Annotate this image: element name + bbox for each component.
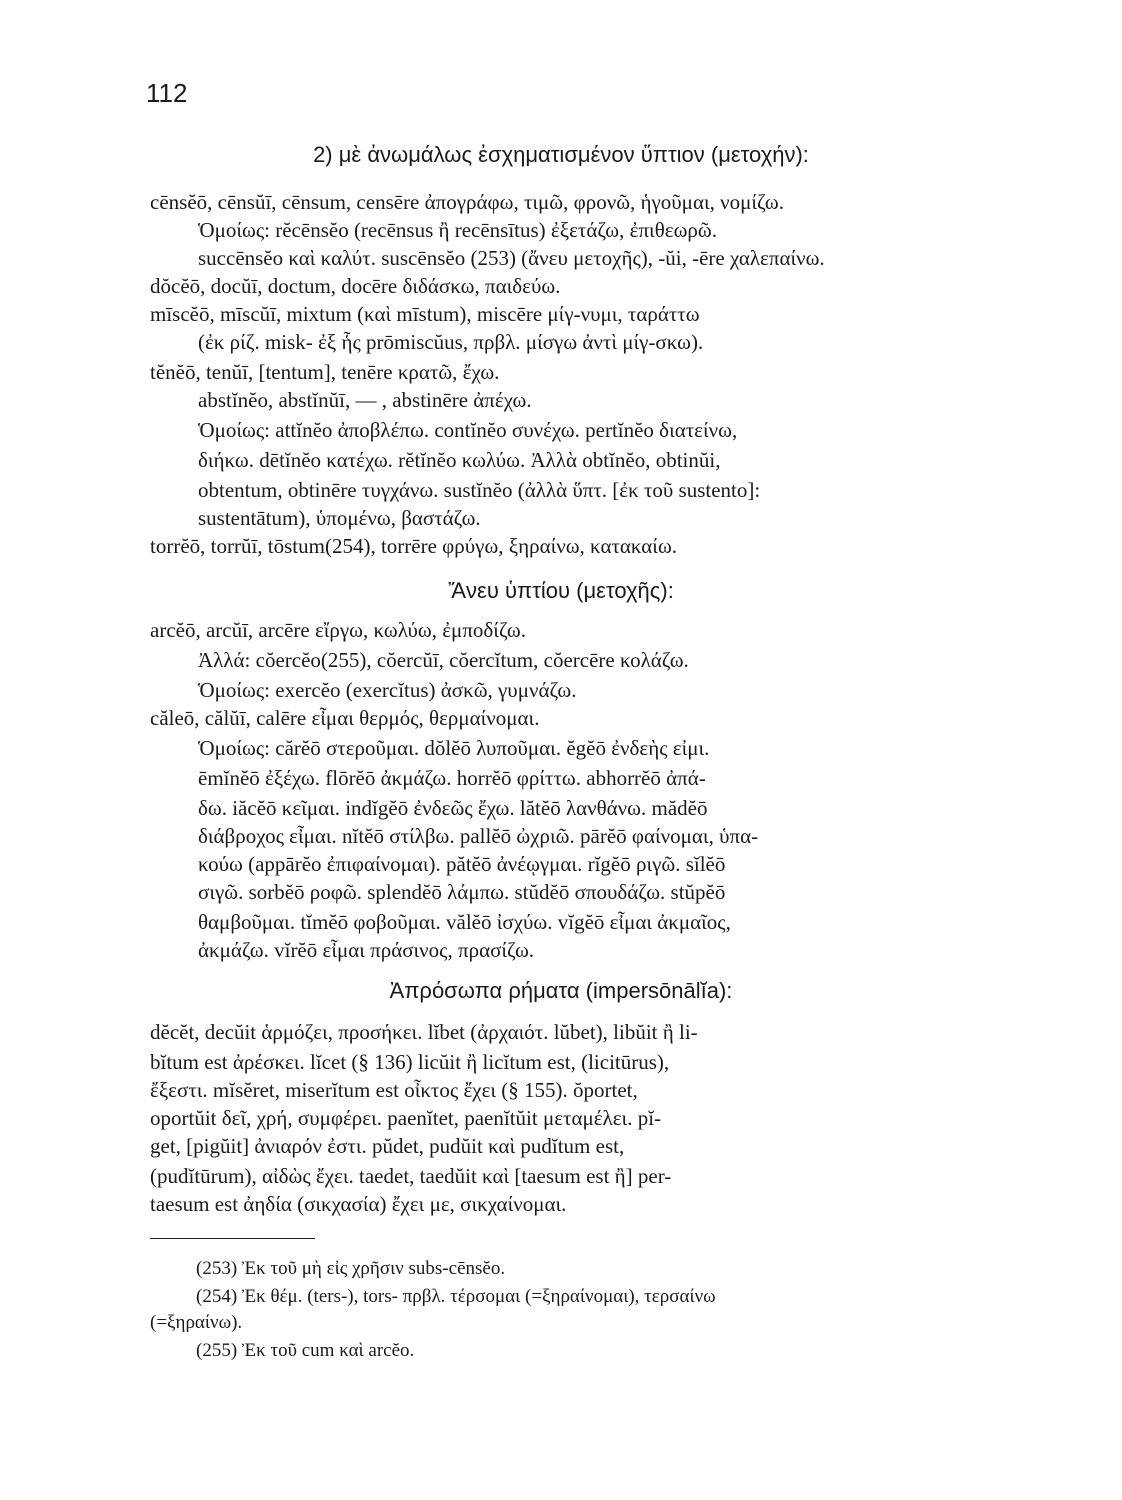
entry-line: dŏcĕō, docŭī, doctum, docēre διδάσκω, παιδεύω. [150,274,561,298]
footnote-253: (253) Ἐκ τοῦ μὴ εἰς χρῆσιν subs-cēnsĕo. [196,1258,506,1279]
entry-line: διάβροχος εἶμαι. nĭtĕō στίλβω. pallĕō ὠχριῶ. pārĕō φαίνομαι, ὑπα- [198,824,759,848]
section-heading-impersonal: Ἀπρόσωπα ρήματα (impersōnālĭa): [389,978,733,1003]
footnote-254: (254) Ἐκ θέμ. (ters-), tors- πρβλ. τέρσομαι (=ξηραίνομαι), τερσαίνω [196,1286,716,1307]
entry-line: bĭtum est ἀρέσκει. lĭcet (§ 136) licŭit ἢ licĭtum est, (licitūrus), [150,1050,670,1074]
entry-line: torrĕō, torrŭī, tōstum(254), torrēre φρύγω, ξηραίνω, κατακαίω. [150,534,678,558]
entry-line: mīscĕō, mīscŭī, mixtum (καὶ mīstum), miscēre μίγ-νυμι, ταράττω [150,302,700,326]
entry-line: dĕcĕt, decŭit ἁρμόζει, προσήκει. lĭbet (ἀρχαιότ. lŭbet), libŭit ἢ li- [150,1020,698,1044]
entry-line: θαμβοῦμαι. tĭmĕō φοβοῦμαι. vălĕō ἰσχύω. vĭgĕō εἶμαι ἀκμαῖος, [198,910,731,934]
entry-line: Ὁμοίως: cărĕō στεροῦμαι. dŏlĕō λυποῦμαι. ĕgĕō ἐνδεὴς εἰμι. [198,736,710,760]
entry-line: ēmĭnĕō ἐξέχω. flōrĕō ἀκμάζω. horrĕō φρίττω. abhorrĕō ἀπά- [198,766,706,790]
entry-line: (pudĭtūrum), αἰδὼς ἔχει. taedet, taedŭit καὶ [taesum est ἢ] per- [150,1164,672,1188]
entry-line: Ἀλλά: cŏercĕo(255), cŏercŭī, cŏercĭtum, cŏercēre κολάζω. [198,648,689,672]
entry-line: arcĕō, arcŭī, arcēre εἴργω, κωλύω, ἐμποδίζω. [150,618,526,642]
entry-line: διήκω. dētĭnĕo κατέχω. rĕtĭnĕo κωλύω. Ἀλλὰ obtĭnĕo, obtinŭi, [198,448,721,472]
page-number: 112 [146,78,188,108]
footnote-rule [150,1238,315,1239]
section-heading-supine: 2) μὲ ἀνωμάλως ἐσχηματισμένον ὕπτιον (μετοχήν): [313,142,809,167]
entry-line: succēnsĕo καὶ καλύτ. suscēnsĕo (253) (ἄνευ μετοχῆς), -ŭi, -ēre χαλεπαίνω. [198,246,825,270]
entry-line: ἔξεστι. mĭsĕret, miserĭtum est οἶκτος ἔχει (§ 155). ŏportet, [150,1078,638,1102]
entry-line: tĕnĕō, tenŭī, [tentum], tenēre κρατῶ, ἔχω. [150,360,500,384]
entry-line: Ὁμοίως: rĕcēnsĕo (recēnsus ἢ recēnsītus) ἐξετάζω, ἐπιθεωρῶ. [198,218,717,242]
entry-line: κούω (appārĕo ἐπιφαίνομαι). pătĕō ἀνέῳγμαι. rĭgĕō ριγῶ. sĭlĕō [198,852,726,876]
entry-line: abstĭnĕo, abstĭnŭī, — , abstinēre ἀπέχω. [198,388,532,412]
entry-line: cēnsĕō, cēnsŭī, cēnsum, censēre ἀπογράφω, τιμῶ, φρονῶ, ἡγοῦμαι, νομίζω. [150,190,785,214]
entry-line: sustentātum), ὑπομένω, βαστάζω. [198,506,481,530]
entry-line: Ὁμοίως: attĭnĕo ἀποβλέπω. contĭnĕo συνέχω. pertĭnĕo διατείνω, [198,418,738,442]
entry-line: oportŭit δεῖ, χρή, συμφέρει. paenĭtet, paenĭtŭit μεταμέλει. pĭ- [150,1106,662,1130]
entry-line: get, [pigŭit] ἀνιαρόν ἐστι. pŭdet, pudŭit καὶ pudĭtum est, [150,1134,625,1158]
entry-line: ἀκμάζω. vĭrĕō εἶμαι πράσινος, πρασίζω. [198,938,535,962]
entry-line: Ὁμοίως: exercĕo (exercĭtus) ἀσκῶ, γυμνάζω. [198,678,577,702]
entry-line: σιγῶ. sorbĕō ροφῶ. splendĕō λάμπω. stŭdĕō σπουδάζω. stŭpĕō [198,880,726,904]
entry-line: obtentum, obtinēre τυγχάνω. sustĭnĕo (ἀλλὰ ὕπτ. [ἐκ τοῦ sustento]: [198,478,761,502]
entry-line: căleō, călŭī, calēre εἶμαι θερμός, θερμαίνομαι. [150,706,540,730]
section-heading-no-supine: Ἄνευ ὑπτίου (μετοχῆς): [448,578,674,603]
entry-line: taesum est ἀηδία (σικχασία) ἔχει με, σικχαίνομαι. [150,1192,567,1216]
entry-line: δω. iăcĕō κεῖμαι. indĭgĕō ἐνδεῶς ἔχω. lătĕō λανθάνω. mădĕō [198,796,708,820]
footnote-254-continued: (=ξηραίνω). [150,1312,243,1333]
entry-line: (ἐκ ρίζ. misk- ἐξ ἧς prōmiscŭus, πρβλ. μίσγω ἀντὶ μίγ-σκω). [198,330,704,354]
footnote-255: (255) Ἐκ τοῦ cum καὶ arcĕo. [196,1340,415,1361]
